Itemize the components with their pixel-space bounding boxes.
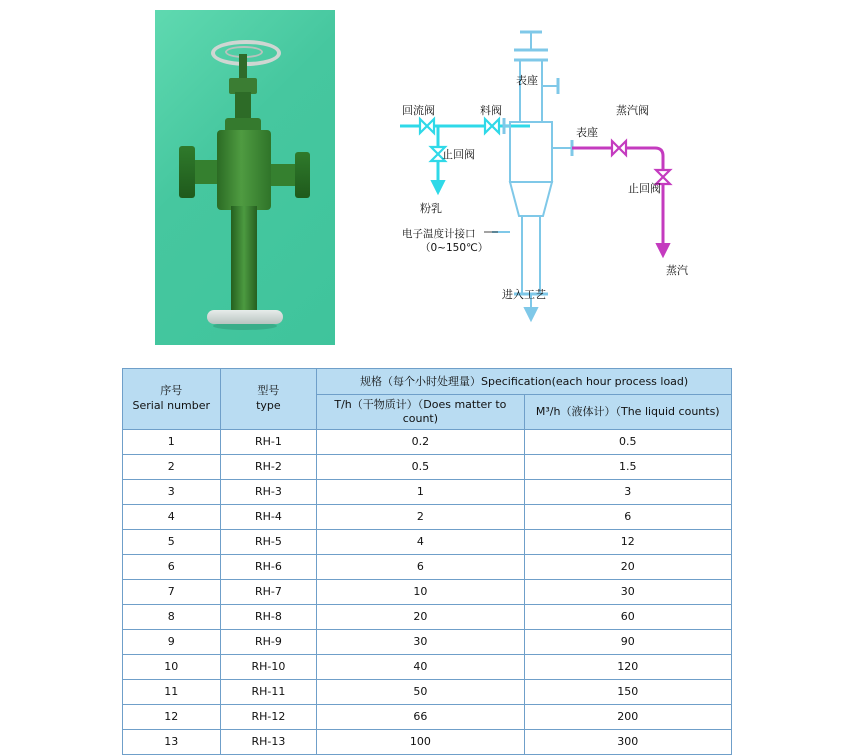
valve-body xyxy=(217,130,271,210)
header-type xyxy=(220,369,317,430)
header-serial-en: Serial number xyxy=(132,398,211,412)
feed-valve-icon xyxy=(485,119,499,133)
cell-serial: 4 xyxy=(123,504,221,529)
cell-m: 6 xyxy=(524,504,731,529)
table-row xyxy=(123,479,732,504)
cell-type: RH-2 xyxy=(220,454,317,479)
steam-line-group xyxy=(572,148,663,248)
outlet-flange xyxy=(295,152,310,198)
cell-t: 66 xyxy=(317,704,524,729)
table-row xyxy=(123,704,732,729)
label-thermometer-range: （0~150℃） xyxy=(420,242,489,254)
cell-m: 30 xyxy=(524,579,731,604)
label-steam-valve: 蒸汽阀 xyxy=(616,104,649,117)
cell-m: 12 xyxy=(524,529,731,554)
cell-t: 20 xyxy=(317,604,524,629)
label-steam-outlet: 蒸汽 xyxy=(666,264,688,277)
cell-serial: 3 xyxy=(123,479,221,504)
table-row xyxy=(123,579,732,604)
cell-type: RH-3 xyxy=(220,479,317,504)
cell-m: 90 xyxy=(524,629,731,654)
header-type-en: type xyxy=(256,398,281,412)
steam-valve-icon xyxy=(612,141,626,155)
header-col-t: T/h（干物质计）（Does matter to count) xyxy=(317,395,524,430)
downpipe xyxy=(231,206,257,316)
cell-serial: 6 xyxy=(123,554,221,579)
table-head xyxy=(123,369,732,430)
return-valve-icon xyxy=(420,119,434,133)
cell-t: 100 xyxy=(317,729,524,754)
label-check-valve-right: 止回阀 xyxy=(628,182,661,195)
vessel-mid-body xyxy=(510,122,552,182)
cell-serial: 8 xyxy=(123,604,221,629)
cell-serial: 1 xyxy=(123,429,221,454)
cell-serial: 2 xyxy=(123,454,221,479)
inlet-flange xyxy=(179,146,195,198)
label-feed-valve: 料阀 xyxy=(480,104,502,117)
cell-serial: 11 xyxy=(123,679,221,704)
outlet-pipe xyxy=(269,164,297,186)
cell-type: RH-11 xyxy=(220,679,317,704)
cell-t: 1 xyxy=(317,479,524,504)
cell-m: 1.5 xyxy=(524,454,731,479)
label-gauge-seat-2: 表座 xyxy=(576,126,598,139)
cell-t: 40 xyxy=(317,654,524,679)
cell-type: RH-10 xyxy=(220,654,317,679)
header-serial xyxy=(123,369,221,430)
table-row xyxy=(123,679,732,704)
table-row xyxy=(123,454,732,479)
valve-illustration xyxy=(155,10,335,345)
cell-type: RH-8 xyxy=(220,604,317,629)
cell-type: RH-9 xyxy=(220,629,317,654)
vessel-top-column xyxy=(520,60,542,122)
steam-arrow-group xyxy=(657,244,669,256)
cell-type: RH-5 xyxy=(220,529,317,554)
powder-arrow-head xyxy=(432,181,444,193)
header-col-m: M³/h（液体计）（The liquid counts) xyxy=(524,395,731,430)
label-into-process: 进入工艺 xyxy=(502,288,546,301)
cell-t: 6 xyxy=(317,554,524,579)
cell-m: 150 xyxy=(524,679,731,704)
cell-t: 0.2 xyxy=(317,429,524,454)
schematic-svg xyxy=(380,20,800,340)
label-gauge-seat-1: 表座 xyxy=(516,74,538,87)
table-body xyxy=(123,429,732,754)
cell-serial: 9 xyxy=(123,629,221,654)
process-arrow-head xyxy=(525,308,537,320)
cell-type: RH-1 xyxy=(220,429,317,454)
cell-m: 60 xyxy=(524,604,731,629)
steam-line xyxy=(572,148,663,248)
cell-m: 3 xyxy=(524,479,731,504)
label-thermometer-port: 电子温度计接口 xyxy=(402,228,476,240)
cell-type: RH-7 xyxy=(220,579,317,604)
label-powder-milk: 粉乳 xyxy=(420,202,442,215)
cell-t: 2 xyxy=(317,504,524,529)
cell-serial: 10 xyxy=(123,654,221,679)
cell-m: 300 xyxy=(524,729,731,754)
cell-m: 20 xyxy=(524,554,731,579)
table-row xyxy=(123,604,732,629)
cell-type: RH-4 xyxy=(220,504,317,529)
cell-m: 0.5 xyxy=(524,429,731,454)
table-row xyxy=(123,529,732,554)
cell-serial: 5 xyxy=(123,529,221,554)
cell-type: RH-6 xyxy=(220,554,317,579)
vessel-lower-column xyxy=(522,216,540,294)
header-spec-group: 规格（每个小时处理量）Specification(each hour process load) xyxy=(317,369,732,395)
header-serial-cn: 序号 xyxy=(160,384,183,398)
cell-serial: 13 xyxy=(123,729,221,754)
cell-t: 10 xyxy=(317,579,524,604)
header-type-cn: 型号 xyxy=(257,384,280,398)
process-schematic xyxy=(380,20,800,340)
cell-type: RH-13 xyxy=(220,729,317,754)
cell-type: RH-12 xyxy=(220,704,317,729)
product-photo xyxy=(155,10,335,345)
table-row xyxy=(123,554,732,579)
cell-t: 50 xyxy=(317,679,524,704)
cell-m: 200 xyxy=(524,704,731,729)
table-header-row-1 xyxy=(123,369,732,395)
table-row xyxy=(123,629,732,654)
cell-serial: 7 xyxy=(123,579,221,604)
specification-table xyxy=(122,368,732,755)
table-row xyxy=(123,654,732,679)
cell-m: 120 xyxy=(524,654,731,679)
cell-t: 4 xyxy=(317,529,524,554)
label-check-valve-left: 止回阀 xyxy=(442,148,475,161)
cell-t: 30 xyxy=(317,629,524,654)
label-return-valve: 回流阀 xyxy=(402,104,435,117)
base-flange xyxy=(207,310,283,324)
steam-arrow-head xyxy=(657,244,669,256)
powder-arrow-group xyxy=(432,181,444,193)
table-row xyxy=(123,429,732,454)
cell-serial: 12 xyxy=(123,704,221,729)
table-row xyxy=(123,504,732,529)
vessel-cone xyxy=(510,182,552,216)
cell-t: 0.5 xyxy=(317,454,524,479)
table-row xyxy=(123,729,732,754)
